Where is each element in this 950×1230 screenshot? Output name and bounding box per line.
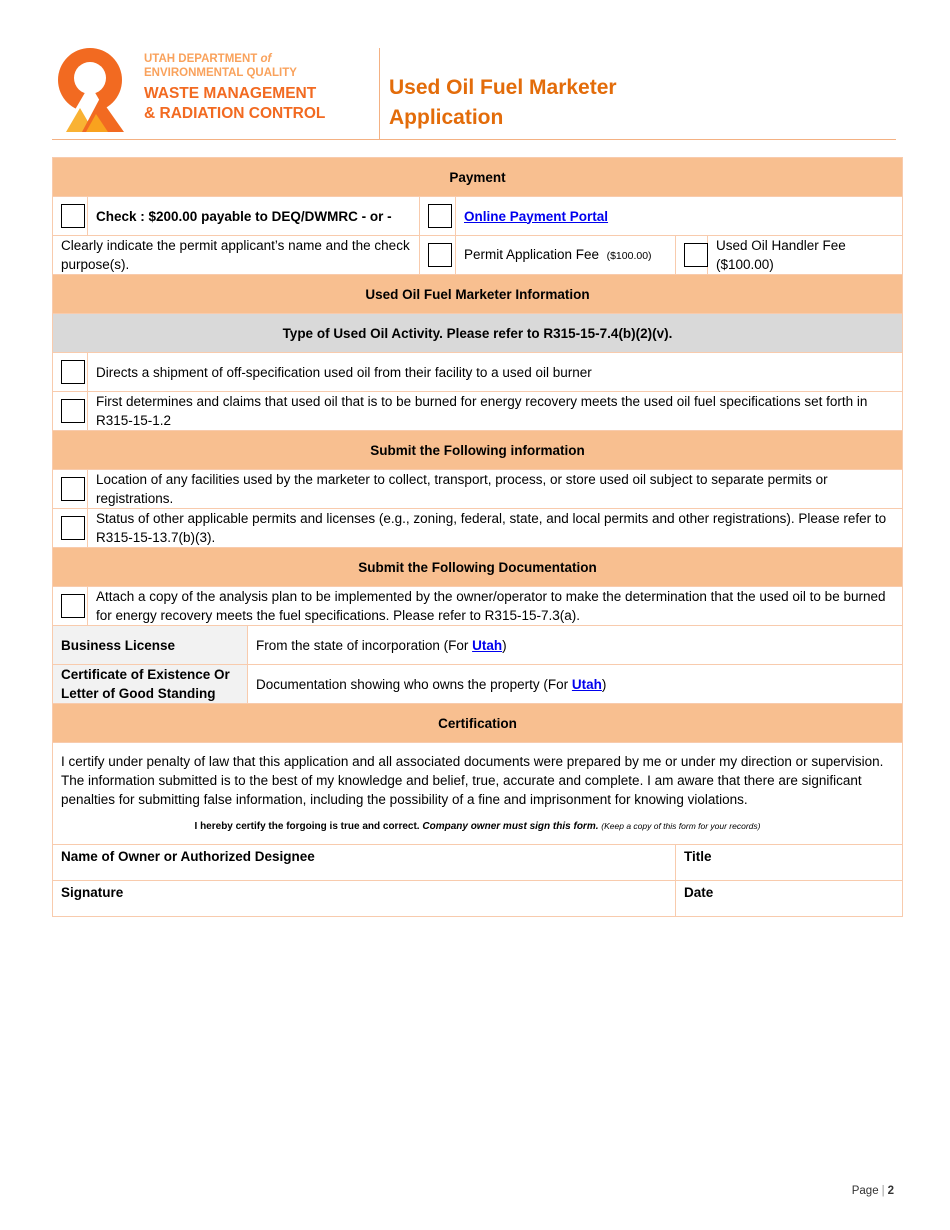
logo-line2: ENVIRONMENTAL QUALITY <box>144 67 297 79</box>
info-1-text: Location of any facilities used by the marketer to collect, transport, process, or store used oil subject to separate permits or registrations. <box>88 470 903 509</box>
check-checkbox-cell[interactable] <box>53 197 88 236</box>
logo-mark <box>52 36 372 136</box>
owner-name-field[interactable]: Name of Owner or Authorized Designee <box>53 845 676 881</box>
application-form <box>52 157 903 917</box>
handler-fee-checkbox-cell[interactable] <box>676 236 708 275</box>
logo-line4: & RADIATION CONTROL <box>144 105 326 122</box>
handler-fee-checkbox[interactable] <box>684 243 708 267</box>
submit-info-heading: Submit the Following information <box>53 431 903 470</box>
business-license-close-paren: ) <box>502 637 507 653</box>
check-checkbox[interactable] <box>61 204 85 228</box>
deq-logo <box>52 36 372 136</box>
logo-line1: UTAH DEPARTMENT <box>144 53 258 65</box>
analysis-text: Attach a copy of the analysis plan to be implemented by the owner/operator to make the determination that the used oil to be burned for energy recovery meets the fuel specifications. Please refer to R315-15-7.3(a). <box>88 587 903 626</box>
certificate-cell <box>248 665 903 704</box>
check-label: Check : $200.00 payable to DEQ/DWMRC - or - <box>88 197 420 236</box>
activity-1-text: Directs a shipment of off-specification used oil from their facility to a used oil burner <box>88 353 903 392</box>
online-payment-link[interactable]: Online Payment Portal <box>464 208 609 224</box>
info-2-checkbox[interactable] <box>61 516 85 540</box>
analysis-checkbox[interactable] <box>61 594 85 618</box>
payment-heading: Payment <box>53 158 903 197</box>
certificate-close-paren: ) <box>601 676 607 692</box>
business-license-label: Business License <box>53 626 248 665</box>
activity-1-checkbox[interactable] <box>61 360 85 384</box>
handler-fee-label: Used Oil Handler Fee ($100.00) <box>708 236 903 275</box>
permit-fee-label: Permit Application Fee <box>464 246 600 262</box>
certificate-text: Documentation showing who owns the property (For <box>256 676 572 692</box>
permit-fee-checkbox[interactable] <box>428 243 452 267</box>
title-field[interactable]: Title <box>676 845 903 881</box>
title-line-1: Used Oil Fuel Marketer <box>389 76 617 99</box>
certify-note: (Keep a copy of this form for your records) <box>601 821 761 831</box>
signature-field[interactable]: Signature <box>53 881 676 917</box>
certify-bold: I hereby certify the forgoing is true and correct. <box>194 821 420 832</box>
marketer-info-heading: Used Oil Fuel Marketer Information <box>53 275 903 314</box>
page-label: Page <box>851 1185 879 1197</box>
certification-cell <box>53 743 903 845</box>
header-divider <box>379 48 380 140</box>
permit-fee-checkbox-cell[interactable] <box>420 236 456 275</box>
business-license-cell <box>248 626 903 665</box>
activity-1-checkbox-cell[interactable] <box>53 353 88 392</box>
title-line-2: Application <box>389 106 504 129</box>
business-license-utah-link[interactable]: Utah <box>472 637 503 653</box>
certificate-utah-link[interactable]: Utah <box>571 676 602 692</box>
activity-2-checkbox-cell[interactable] <box>53 392 88 431</box>
logo-line1-of: of <box>260 53 272 65</box>
submit-docs-heading: Submit the Following Documentation <box>53 548 903 587</box>
info-2-text: Status of other applicable permits and licenses (e.g., zoning, federal, state, and local permits and other registrations). Please refer to R315-15-13.7(b)(3). <box>88 509 903 548</box>
page-number: 2 <box>887 1185 894 1197</box>
info-1-checkbox-cell[interactable] <box>53 470 88 509</box>
activity-type-heading: Type of Used Oil Activity. Please refer to R315-15-7.4(b)(2)(v). <box>53 314 903 353</box>
permit-fee-amount: ($100.00) <box>606 249 652 262</box>
online-payment-checkbox[interactable] <box>428 204 452 228</box>
header-rule <box>52 139 896 140</box>
activity-2-text: First determines and claims that used oil that is to be burned for energy recovery meets the used oil fuel specifications set forth in R315-15-1.2 <box>88 392 903 431</box>
permit-fee-cell <box>456 236 676 275</box>
analysis-checkbox-cell[interactable] <box>53 587 88 626</box>
info-1-checkbox[interactable] <box>61 477 85 501</box>
svg-text:UTAH DEPARTMENT of <box>144 53 273 65</box>
online-checkbox-cell[interactable] <box>420 197 456 236</box>
certification-heading: Certification <box>53 704 903 743</box>
page-footer: Page | 2 <box>851 1185 894 1197</box>
logo-line3: WASTE MANAGEMENT <box>144 85 317 102</box>
certificate-label: Certificate of Existence Or Letter of Good Standing <box>53 665 248 704</box>
date-field[interactable]: Date <box>676 881 903 917</box>
activity-2-checkbox[interactable] <box>61 399 85 423</box>
check-instruction: Clearly indicate the permit applicant’s name and the check purpose(s). <box>53 236 420 275</box>
certify-italic: Company owner must sign this form. <box>422 821 599 832</box>
page-title <box>389 73 617 133</box>
business-license-text: From the state of incorporation (For <box>256 637 473 653</box>
info-2-checkbox-cell[interactable] <box>53 509 88 548</box>
certification-statement: I certify under penalty of law that this application and all associated documents were prepared by me or under my direction or supervision. The information submitted is to the best of my knowledge and belief, true, accurate and complete. I am aware that there are significant penalties for submitting false information, including the possibility of a fine and imprisonment for knowing violations. <box>61 754 884 807</box>
certify-line <box>61 817 894 836</box>
